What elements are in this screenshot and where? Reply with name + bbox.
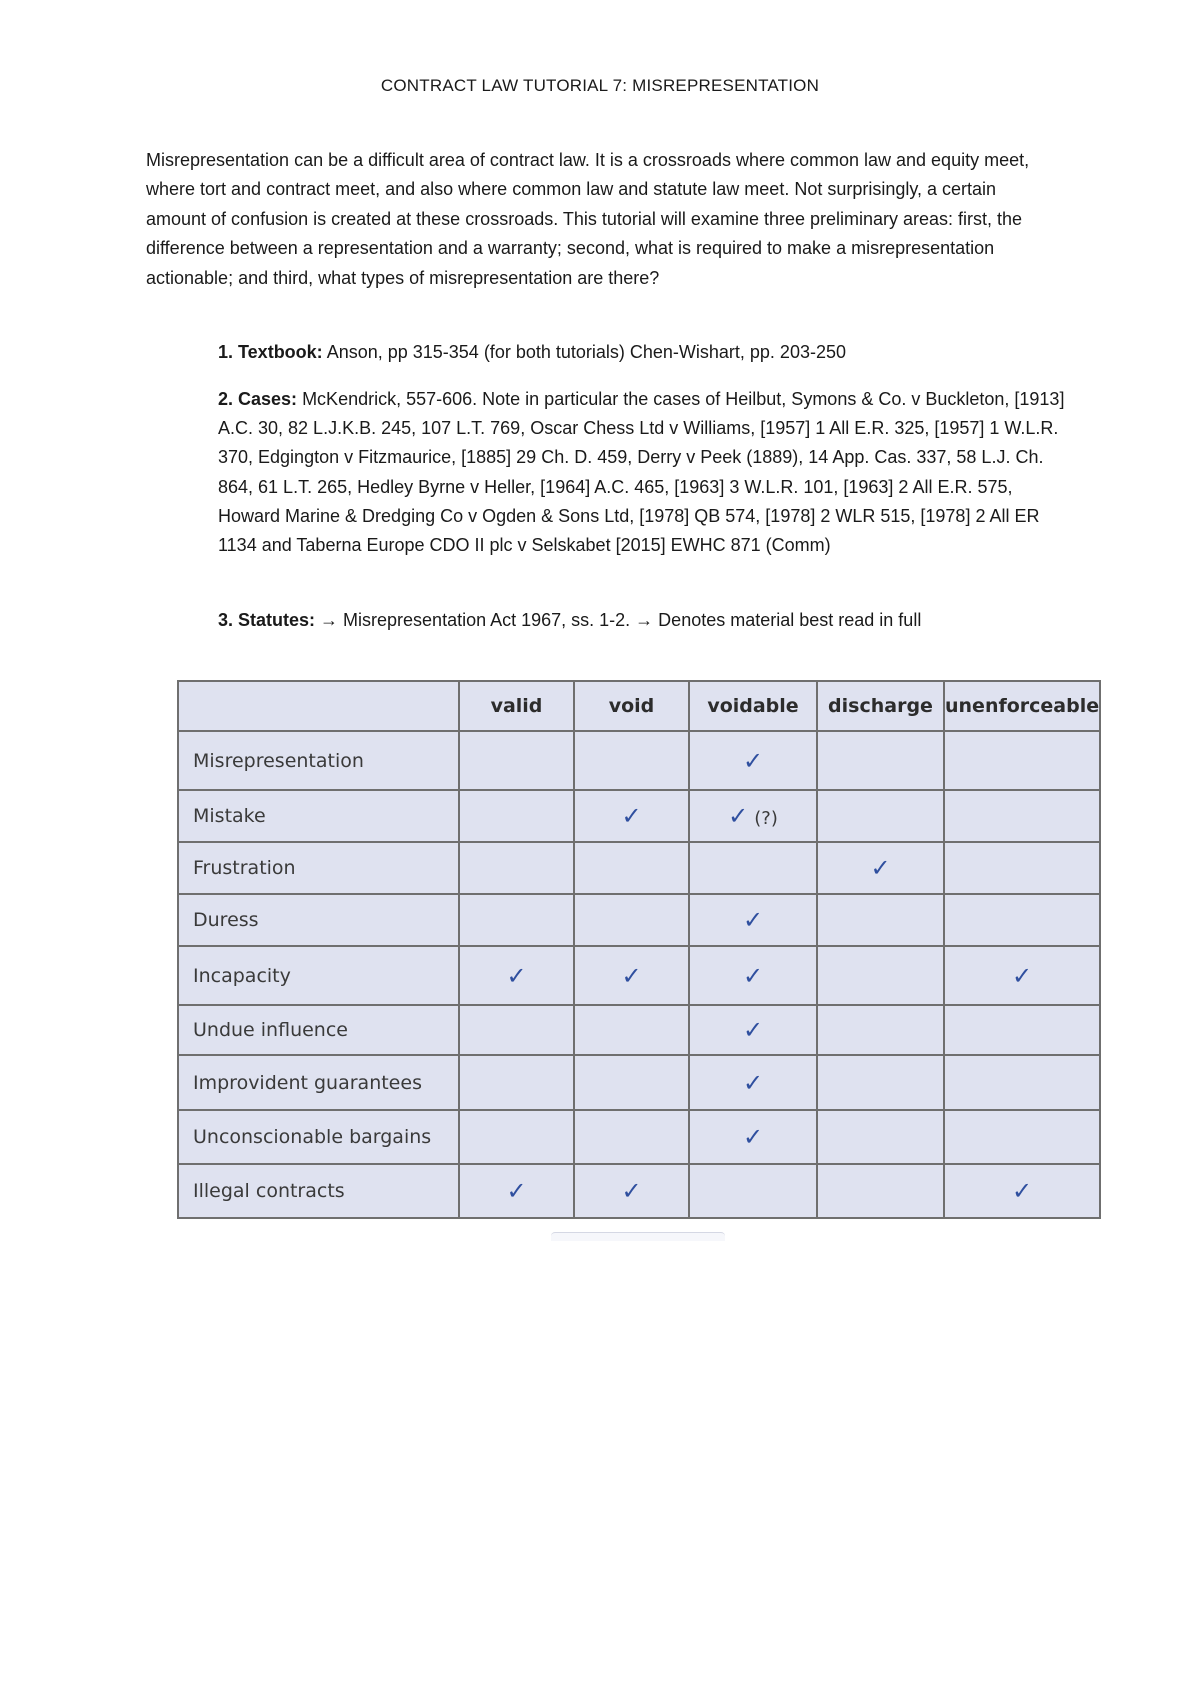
reading-item-textbook: [218, 338, 1068, 367]
check-cell: ✓: [574, 790, 689, 842]
check-cell: [944, 842, 1100, 894]
table-row: [178, 790, 1100, 842]
row-label: Illegal contracts: [178, 1164, 459, 1218]
table-row: [178, 946, 1100, 1005]
remedies-table-image: [177, 680, 1099, 1215]
check-cell: [574, 1110, 689, 1164]
table-row: [178, 894, 1100, 946]
check-cell: [574, 731, 689, 790]
column-header: unenforceable: [944, 681, 1100, 731]
check-cell: [689, 842, 817, 894]
check-cell: [689, 790, 817, 842]
table-row: [178, 1110, 1100, 1164]
check-cell: [817, 1005, 944, 1055]
check-cell: [817, 790, 944, 842]
row-label: Improvident guarantees: [178, 1055, 459, 1110]
check-cell: [459, 1005, 574, 1055]
check-cell: ✓: [817, 842, 944, 894]
check-cell: [817, 894, 944, 946]
check-cell: ✓: [689, 894, 817, 946]
reading-item-text: McKendrick, 557-606. Note in particular the cases of Heilbut, Symons & Co. v Buckleton, [1913] A.C. 30, 82 L.J.K.B. 245, 107 L.T. 769, Oscar Chess Ltd v Williams, [1957] 1 All E.R. 325, [1957] 1 W.L.R. 370, Edgington v Fitzmaurice, [1885] 29 Ch. D. 459, Derry v Peek (1889), 14 App. Cas. 337, 58 L.J. Ch. 864, 61 L.T. 265, Hedley Byrne v Heller, [1964] A.C. 465, [1963] 3 W.L.R. 101, [1963] 2 All E.R. 575, Howard Marine & Dredging Co v Ogden & Sons Ltd, [1978] QB 574, [1978] 2 WLR 515, [1978] 2 All ER 1134 and Taberna Europe CDO II plc v Selskabet [2015] EWHC 871 (Comm): [218, 389, 1065, 556]
check-cell: [944, 894, 1100, 946]
row-label: Mistake: [178, 790, 459, 842]
column-header: void: [574, 681, 689, 731]
row-label: Misrepresentation: [178, 731, 459, 790]
check-cell: [817, 1110, 944, 1164]
table-row: [178, 1164, 1100, 1218]
row-label: Frustration: [178, 842, 459, 894]
column-header: valid: [459, 681, 574, 731]
check-cell: [459, 731, 574, 790]
check-cell: ✓: [689, 946, 817, 1005]
intro-paragraph: Misrepresentation can be a difficult area of contract law. It is a crossroads where common law and equity meet, where tort and contract meet, and also where common law and statute law meet. Not surprisingly, a certain amount of confusion is created at these crossroads. This tutorial will examine three preliminary areas: first, the difference between a representation and a warranty; second, what is required to make a misrepresentation actionable; and third, what types of misrepresentation are there?: [146, 150, 1030, 288]
check-cell: [459, 1110, 574, 1164]
check-cell: [459, 1055, 574, 1110]
check-cell: [817, 946, 944, 1005]
check-cell: [817, 731, 944, 790]
check-cell: [944, 1110, 1100, 1164]
check-cell: [944, 731, 1100, 790]
page-title: CONTRACT LAW TUTORIAL 7: MISREPRESENTATION: [380, 76, 820, 95]
check-cell: [574, 842, 689, 894]
check-cell: [817, 1055, 944, 1110]
check-cell: [944, 790, 1100, 842]
check-cell: ✓: [944, 946, 1100, 1005]
table-row: [178, 731, 1100, 790]
row-label: Incapacity: [178, 946, 459, 1005]
table-row: [178, 1005, 1100, 1055]
remedies-table: [177, 680, 1101, 1219]
check-cell: [944, 1055, 1100, 1110]
table-row: [178, 1055, 1100, 1110]
check-cell: ✓: [689, 731, 817, 790]
check-cell: ✓: [459, 946, 574, 1005]
check-cell: [574, 894, 689, 946]
check-cell: ✓: [689, 1005, 817, 1055]
check-cell: ✓: [574, 1164, 689, 1218]
check-cell: ✓: [574, 946, 689, 1005]
reading-item-text: Anson, pp 315-354 (for both tutorials) Chen-Wishart, pp. 203-250: [322, 342, 846, 362]
reading-item-label: 1. Textbook:: [218, 342, 323, 362]
row-label: Undue influence: [178, 1005, 459, 1055]
check-cell: [944, 1005, 1100, 1055]
row-label: Duress: [178, 894, 459, 946]
reading-item-statutes: [218, 606, 1068, 635]
row-label: Unconscionable bargains: [178, 1110, 459, 1164]
check-cell: [574, 1005, 689, 1055]
check-cell: ✓: [689, 1110, 817, 1164]
table-header-row: [178, 681, 1100, 731]
uncertain-note: (?): [754, 808, 778, 829]
column-header: discharge: [817, 681, 944, 731]
check-cell: [459, 894, 574, 946]
check-cell: [459, 790, 574, 842]
column-header: voidable: [689, 681, 817, 731]
check-cell: [459, 842, 574, 894]
reading-item-label: 2. Cases:: [218, 389, 298, 409]
check-cell: [689, 1164, 817, 1218]
column-header: [178, 681, 459, 731]
reading-item-cases: [218, 385, 1068, 560]
check-cell: ✓: [689, 1055, 817, 1110]
image-resize-handle[interactable]: [551, 1232, 725, 1241]
check-cell: [574, 1055, 689, 1110]
reading-item-text: → Misrepresentation Act 1967, ss. 1-2. → Denotes material best read in full: [315, 610, 922, 630]
check-cell: ✓: [944, 1164, 1100, 1218]
reading-item-label: 3. Statutes:: [218, 610, 316, 630]
check-cell: [817, 1164, 944, 1218]
check-icon: ✓: [728, 802, 749, 830]
check-cell: ✓: [459, 1164, 574, 1218]
table-row: [178, 842, 1100, 894]
